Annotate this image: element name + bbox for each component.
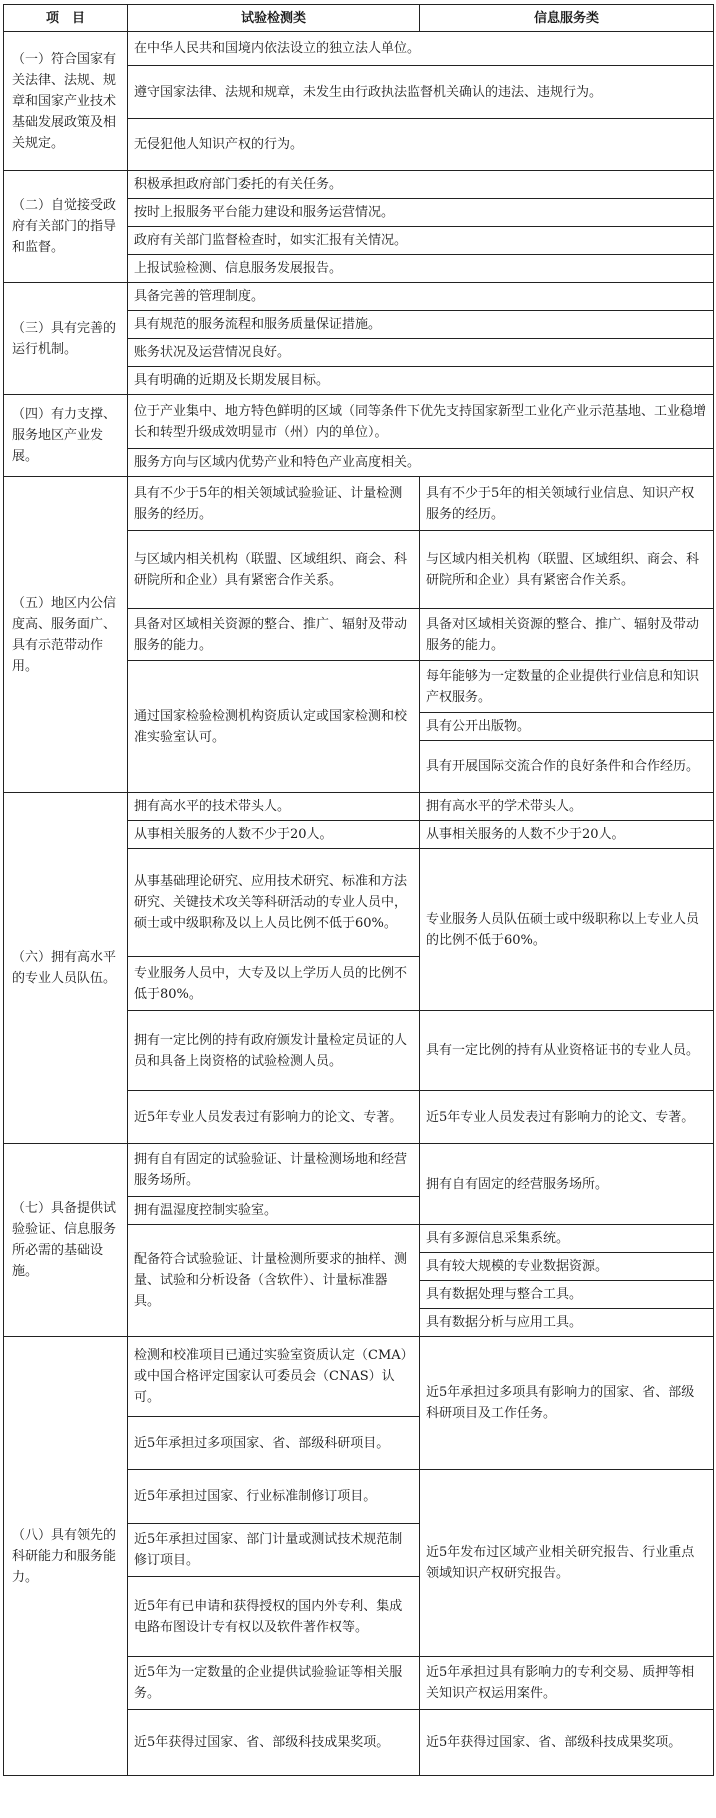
section-6-test-requirement: 拥有一定比例的持有政府颁发计量检定员证的人员和具备上岗资格的试验检测人员。 (128, 1011, 420, 1091)
section-5-test-requirement: 通过国家检验检测机构资质认定或国家检测和校准实验室认可。 (128, 661, 420, 793)
header-info-category: 信息服务类 (420, 5, 714, 32)
section-7-info-requirement: 拥有自有固定的经营服务场所。 (420, 1144, 714, 1225)
section-3-requirement: 具有规范的服务流程和服务质量保证措施。 (128, 311, 714, 339)
header-row (4, 5, 714, 32)
section-4-title: （四）有力支撑、服务地区产业发展。 (4, 395, 128, 477)
section-5-info-requirement: 具有不少于5年的相关领域行业信息、知识产权服务的经历。 (420, 477, 714, 531)
section-8-test-requirement: 近5年承担过多项国家、省、部级科研项目。 (128, 1417, 420, 1470)
section-8-test-requirement: 检测和校准项目已通过实验室资质认定（CMA）或中国合格评定国家认可委员会（CNAS）认可。 (128, 1337, 420, 1417)
section-6-info-requirement: 具有一定比例的持有从业资格证书的专业人员。 (420, 1011, 714, 1091)
section-7-info-requirement: 具有数据处理与整合工具。 (420, 1281, 714, 1309)
section-1-requirement: 遵守国家法律、法规和规章，未发生由行政执法监督机关确认的违法、违规行为。 (128, 66, 714, 119)
section-1-requirement: 无侵犯他人知识产权的行为。 (128, 119, 714, 171)
section-7-test-requirement: 拥有温湿度控制实验室。 (128, 1197, 420, 1225)
section-8-test-requirement: 近5年获得过国家、省、部级科技成果奖项。 (128, 1710, 420, 1776)
criteria-table (3, 4, 714, 1776)
section-8-test-requirement: 近5年为一定数量的企业提供试验验证等相关服务。 (128, 1657, 420, 1710)
section-6-info-requirement: 从事相关服务的人数不少于20人。 (420, 821, 714, 849)
header-item: 项 目 (4, 5, 128, 32)
section-3-requirement: 具备完善的管理制度。 (128, 283, 714, 311)
section-6-info-requirement: 拥有高水平的学术带头人。 (420, 793, 714, 821)
section-3-requirement: 具有明确的近期及长期发展目标。 (128, 367, 714, 395)
section-5-title: （五）地区内公信度高、服务面广、具有示范带动作用。 (4, 477, 128, 793)
section-2-requirement: 积极承担政府部门委托的有关任务。 (128, 171, 714, 199)
section-7-info-requirement: 具有多源信息采集系统。 (420, 1225, 714, 1253)
section-6-info-requirement: 专业服务人员队伍硕士或中级职称以上专业人员的比例不低于60%。 (420, 849, 714, 1011)
section-7-info-requirement: 具有数据分析与应用工具。 (420, 1309, 714, 1337)
section-6-test-requirement: 拥有高水平的技术带头人。 (128, 793, 420, 821)
section-8-test-requirement: 近5年承担过国家、部门计量或测试技术规范制修订项目。 (128, 1524, 420, 1577)
section-6-test-requirement: 近5年专业人员发表过有影响力的论文、专著。 (128, 1091, 420, 1144)
section-6-test-requirement: 专业服务人员中，大专及以上学历人员的比例不低于80%。 (128, 957, 420, 1011)
section-7-info-requirement: 具有较大规模的专业数据资源。 (420, 1253, 714, 1281)
section-5-test-requirement: 具有不少于5年的相关领域试验验证、计量检测服务的经历。 (128, 477, 420, 531)
section-6-info-requirement: 近5年专业人员发表过有影响力的论文、专著。 (420, 1091, 714, 1144)
section-1-requirement: 在中华人民共和国境内依法设立的独立法人单位。 (128, 32, 714, 66)
section-5-info-requirement: 具有公开出版物。 (420, 713, 714, 741)
section-2-requirement: 按时上报服务平台能力建设和服务运营情况。 (128, 199, 714, 227)
section-5-info-requirement: 具备对区域相关资源的整合、推广、辐射及带动服务的能力。 (420, 609, 714, 661)
section-3-requirement: 账务状况及运营情况良好。 (128, 339, 714, 367)
section-5-test-requirement: 具备对区域相关资源的整合、推广、辐射及带动服务的能力。 (128, 609, 420, 661)
section-2-title: （二）自觉接受政府有关部门的指导和监督。 (4, 171, 128, 283)
section-5-test-requirement: 与区域内相关机构（联盟、区域组织、商会、科研院所和企业）具有紧密合作关系。 (128, 531, 420, 609)
section-5-info-requirement: 具有开展国际交流合作的良好条件和合作经历。 (420, 741, 714, 793)
header-test-category: 试验检测类 (128, 5, 420, 32)
section-1-title: （一）符合国家有关法律、法规、规章和国家产业技术基础发展政策及相关规定。 (4, 32, 128, 171)
section-6-test-requirement: 从事相关服务的人数不少于20人。 (128, 821, 420, 849)
section-3-title: （三）具有完善的运行机制。 (4, 283, 128, 395)
section-8-info-requirement: 近5年承担过多项具有影响力的国家、省、部级科研项目及工作任务。 (420, 1337, 714, 1470)
section-8-info-requirement: 近5年发布过区域产业相关研究报告、行业重点领域知识产权研究报告。 (420, 1470, 714, 1657)
section-8-info-requirement: 近5年承担过具有影响力的专利交易、质押等相关知识产权运用案件。 (420, 1657, 714, 1710)
section-4-requirement: 服务方向与区域内优势产业和特色产业高度相关。 (128, 449, 714, 477)
section-8-title: （八）具有领先的科研能力和服务能力。 (4, 1337, 128, 1776)
section-8-test-requirement: 近5年有已申请和获得授权的国内外专利、集成电路布图设计专有权以及软件著作权等。 (128, 1577, 420, 1657)
section-7-title: （七）具备提供试验验证、信息服务所必需的基础设施。 (4, 1144, 128, 1337)
section-5-info-requirement: 每年能够为一定数量的企业提供行业信息和知识产权服务。 (420, 661, 714, 713)
section-7-test-requirement: 配备符合试验验证、计量检测所要求的抽样、测量、试验和分析设备（含软件）、计量标准器具。 (128, 1225, 420, 1337)
section-2-requirement: 上报试验检测、信息服务发展报告。 (128, 255, 714, 283)
section-8-test-requirement: 近5年承担过国家、行业标准制修订项目。 (128, 1470, 420, 1524)
section-6-test-requirement: 从事基础理论研究、应用技术研究、标准和方法研究、关键技术攻关等科研活动的专业人员中，硕士或中级职称及以上人员比例不低于60%。 (128, 849, 420, 957)
section-8-info-requirement: 近5年获得过国家、省、部级科技成果奖项。 (420, 1710, 714, 1776)
section-7-test-requirement: 拥有自有固定的试验验证、计量检测场地和经营服务场所。 (128, 1144, 420, 1197)
section-2-requirement: 政府有关部门监督检查时，如实汇报有关情况。 (128, 227, 714, 255)
section-6-title: （六）拥有高水平的专业人员队伍。 (4, 793, 128, 1144)
section-4-requirement: 位于产业集中、地方特色鲜明的区域（同等条件下优先支持国家新型工业化产业示范基地、工业稳增长和转型升级成效明显市（州）内的单位）。 (128, 395, 714, 449)
section-5-info-requirement: 与区域内相关机构（联盟、区域组织、商会、科研院所和企业）具有紧密合作关系。 (420, 531, 714, 609)
